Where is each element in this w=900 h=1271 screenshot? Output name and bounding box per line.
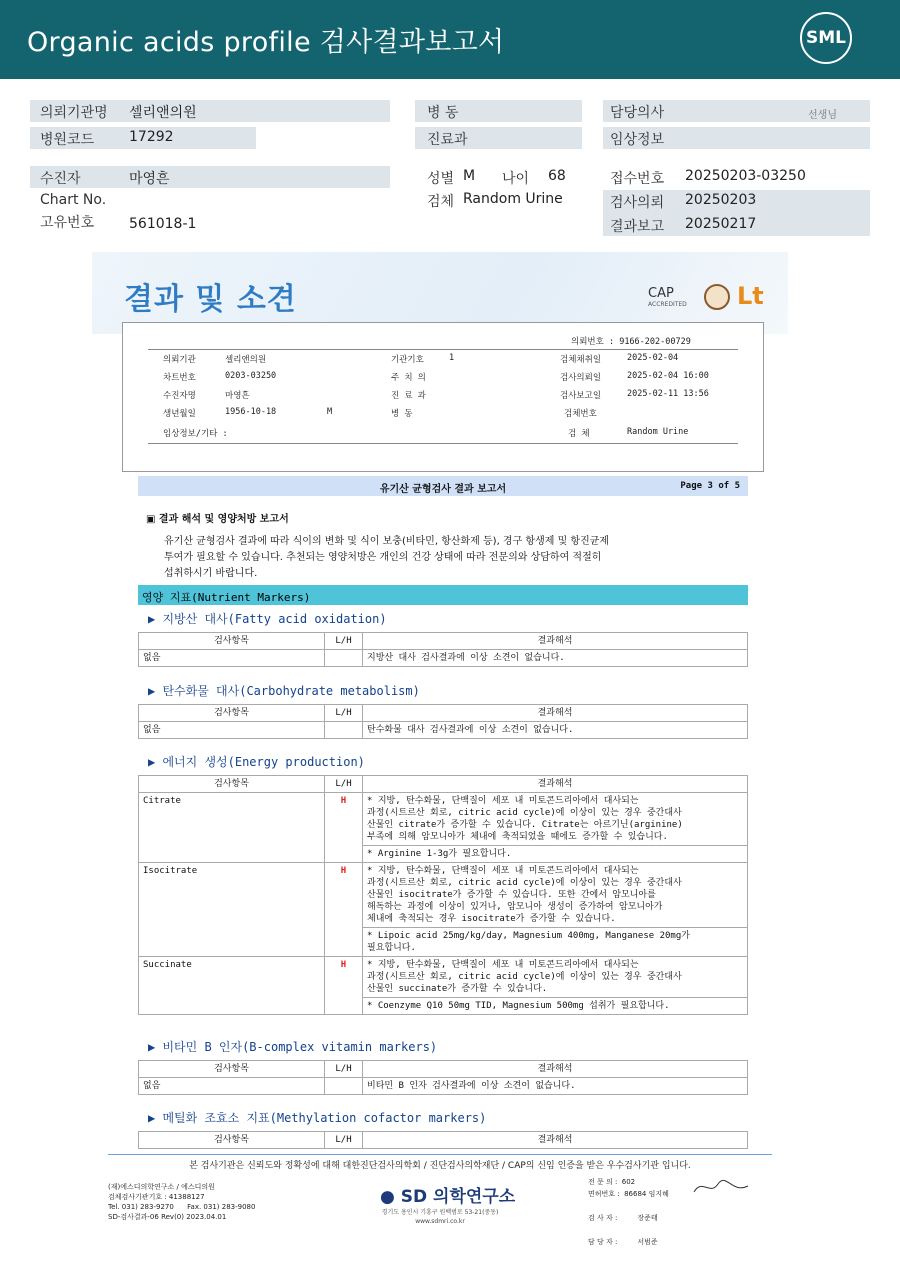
text-line: 산물인 isocitrate가 증가할 수 있습니다. 또한 간에서 암모니아를: [367, 890, 656, 900]
page-title: Organic acids profile 검사결과보고서: [27, 27, 505, 58]
table-row: [139, 722, 748, 739]
row-item: 없음: [139, 650, 325, 667]
vitb-table: [138, 1060, 748, 1095]
table-row: [139, 650, 748, 667]
interp-line-1: 유기산 균형검사 결과에 따라 식이의 변화 및 식이 보충(비타민, 항산화제 등), 경구 항생제 및 항진균제: [164, 536, 610, 547]
ib-r1c5: 2025-02-04 16:00: [627, 371, 709, 381]
patient-value: 마영흔: [129, 171, 170, 187]
text-line: * 지방, 탄수화물, 단백질이 세포 내 미토콘드리아에서 대사되는: [367, 960, 639, 970]
row-rx: * Coenzyme Q10 50mg TID, Magnesium 500mg 섭취가 필요합니다.: [363, 998, 748, 1015]
row-item: 없음: [139, 722, 325, 739]
unique-label: 고유번호: [40, 215, 95, 231]
carb-title: ▶ 탄수화물 대사(Carbohydrate metabolism): [148, 684, 420, 698]
text-line: 필요합니다.: [367, 943, 416, 953]
ib-r2c1: 마영흔: [225, 391, 250, 401]
info-divider: [148, 349, 738, 350]
table-row: [139, 863, 748, 928]
receipt-value: 20250203-03250: [685, 168, 806, 184]
brand-address: 경기도 용인시 기흥구 원백범로 53-21(중동): [381, 1209, 499, 1216]
row-item: Isocitrate: [139, 863, 325, 957]
col-item: 검사항목: [139, 1061, 325, 1078]
age-label: 나이: [502, 171, 530, 187]
sex-value: M: [463, 168, 476, 184]
vitb-title: ▶ 비타민 B 인자(B-complex vitamin markers): [148, 1040, 438, 1054]
cap-logo: [648, 286, 687, 308]
row-flag: H: [325, 957, 363, 1015]
footer-signatures: 전 문 의 : 602 면허번호 : 86684 임지혜 검 사 자 : 장준태 담 당 자 : 서범준: [588, 1178, 669, 1246]
patient-label: 수진자: [40, 171, 81, 187]
table-header-row: [139, 633, 748, 650]
hospital-code-label: 병원코드: [40, 132, 95, 148]
carb-table: [138, 704, 748, 739]
fatty-table: [138, 632, 748, 667]
dept-label: 진료과: [427, 132, 468, 148]
ib-r3-sex: M: [327, 407, 333, 417]
ib-r3c4: 검체번호: [564, 409, 597, 419]
row-text: [363, 957, 748, 998]
clinical-label: 임상정보: [610, 132, 665, 148]
table-header-row: [139, 776, 748, 793]
ib-r2c5: 2025-02-11 13:56: [627, 389, 709, 399]
ib-r2c0: 수진자명: [163, 391, 196, 401]
col-item: 검사항목: [139, 633, 325, 650]
table-header-row: [139, 1061, 748, 1078]
sd-brand-sub: [350, 1208, 530, 1226]
chart-label: Chart No.: [40, 192, 107, 208]
text-line: 과정(시트르산 회로, citric acid cycle)에 이상이 있는 경우 중간대사: [367, 972, 682, 982]
ward-label: 병 동: [427, 105, 459, 121]
row-lh: [325, 650, 363, 667]
row-text: 탄수화물 대사 검사결과에 이상 소견이 없습니다.: [363, 722, 748, 739]
request-value: 20250203: [685, 192, 757, 208]
row-rx: [363, 928, 748, 957]
col-lh: L/H: [325, 633, 363, 650]
interp-line-3: 섭취하시기 바랍니다.: [164, 568, 258, 579]
cap-sub: ACCREDITED: [648, 301, 687, 308]
interp-heading: ▣ 결과 해석 및 영양처방 보고서: [146, 514, 289, 525]
ib-r0c4: 검체채취일: [560, 355, 602, 365]
footer-line: [108, 1154, 772, 1155]
table-row: [139, 957, 748, 998]
row-text: [363, 863, 748, 928]
patient-row: [30, 166, 390, 188]
ib-r0c3: 1: [449, 353, 455, 363]
seal-icon: [704, 284, 730, 310]
text-line: * 지방, 탄수화물, 단백질이 세포 내 미토콘드리아에서 대사되는: [367, 866, 639, 876]
interp-line-2: 투여가 필요할 수 있습니다. 추천되는 영양처방은 개인의 건강 상태에 따라 전문의와 상담하여 적절히: [164, 552, 602, 563]
row-lh: [325, 722, 363, 739]
col-item: 검사항목: [139, 705, 325, 722]
text-line: 체내에 축적되는 경우 isocitrate가 증가할 수 있습니다.: [367, 914, 616, 924]
col-item: 검사항목: [139, 1132, 325, 1149]
text-line: 산물인 succinate가 증가할 수 있습니다.: [367, 984, 548, 994]
report-label: 결과보고: [610, 219, 665, 235]
col-interp: 결과해석: [363, 1132, 748, 1149]
col-interp: 결과해석: [363, 1061, 748, 1078]
text-line: 과정(시트르산 회로, citric acid cycle)에 이상이 있는 경우 중간대사: [367, 878, 682, 888]
sml-logo: [800, 12, 852, 64]
section-title-bar: [138, 476, 748, 496]
energy-title: ▶ 에너지 생성(Energy production): [148, 755, 365, 769]
specimen-label: 검체: [427, 194, 455, 210]
col-lh: L/H: [325, 776, 363, 793]
methyl-table: [138, 1131, 748, 1149]
age-value: 68: [548, 168, 566, 184]
ib-r0c5: 2025-02-04: [627, 353, 679, 363]
ib-r4c0: 임상정보/기타 :: [163, 429, 228, 439]
unique-value: 561018-1: [129, 216, 197, 232]
sd-brand-logo: ● SD 의학연구소: [380, 1187, 516, 1207]
signature-icon: [692, 1176, 752, 1198]
ib-r1c1: 0203-03250: [225, 371, 277, 381]
nutrient-bar-label: 영양 지표(Nutrient Markers): [142, 591, 311, 604]
request-label: 검사의뢰: [610, 195, 665, 211]
col-lh: L/H: [325, 1061, 363, 1078]
methyl-title: ▶ 메틸화 조효소 지표(Methylation cofactor markers): [148, 1111, 487, 1125]
institution-value: 셀리앤의원: [129, 105, 197, 121]
ib-r1c0: 차트번호: [163, 373, 196, 383]
col-interp: 결과해석: [363, 633, 748, 650]
table-header-row: [139, 705, 748, 722]
logo-text: SML: [806, 28, 846, 48]
ib-r1c4: 검사의뢰일: [560, 373, 602, 383]
report-info-box: [122, 322, 764, 472]
receipt-label: 접수번호: [610, 171, 665, 187]
ib-r3c1: 1956-10-18: [225, 407, 277, 417]
row-flag: H: [325, 863, 363, 957]
nutrient-bar: [138, 585, 748, 605]
doctor-suffix: 선생님: [808, 110, 837, 121]
row-item: Citrate: [139, 793, 325, 863]
report-panel: [92, 252, 788, 1252]
ib-r0c0: 의뢰기관: [163, 355, 196, 365]
col-lh: L/H: [325, 1132, 363, 1149]
info-divider-bottom: [148, 443, 738, 444]
report-title: 결과 및 소견: [124, 282, 297, 317]
section-title: 유기산 균형검사 결과 보고서: [379, 484, 507, 495]
text-line: 산물인 citrate가 증가할 수 있습니다. Citrate는 아르기닌(arginine): [367, 820, 683, 830]
row-flag: H: [325, 793, 363, 863]
page-indicator: Page 3 of 5: [680, 481, 740, 491]
ib-r0c2: 기관기호: [391, 355, 424, 365]
hospital-code-value: 17292: [129, 129, 174, 145]
col-interp: 결과해석: [363, 776, 748, 793]
institution-label: 의뢰기관명: [40, 105, 108, 121]
doctor-label: 담당의사: [610, 105, 665, 121]
row-lh: [325, 1078, 363, 1095]
ib-r1c2: 주 치 의: [391, 373, 426, 383]
cap-text: CAP: [648, 286, 674, 301]
ib-r3c2: 병 동: [391, 409, 413, 419]
col-interp: 결과해석: [363, 705, 748, 722]
sex-label: 성별: [427, 171, 455, 187]
ib-r2c4: 검사보고일: [560, 391, 602, 401]
row-text: [363, 793, 748, 846]
row-text: 지방산 대사 검사결과에 이상 소견이 없습니다.: [363, 650, 748, 667]
ib-r0c1: 셀리앤의원: [225, 355, 267, 365]
footer-lab-info: (재)에스디의학연구소 / 에스디의원 검체검사기관기호 : 41388127 Tel. 031) 283-9270 Fax. 031) 283-9080 SD-검사결과-06 Rev(0) 2023.04.01: [108, 1183, 256, 1221]
ib-r4c5: Random Urine: [627, 427, 689, 437]
fatty-title: ▶ 지방산 대사(Fatty acid oxidation): [148, 612, 387, 626]
text-line: 부족에 의해 암모니아가 체내에 축적되었을 때에도 증가할 수 있습니다.: [367, 832, 668, 842]
ib-r3c0: 생년월일: [163, 409, 196, 419]
lt-logo-icon: Lt: [737, 282, 764, 310]
col-lh: L/H: [325, 705, 363, 722]
brand-url: www.sdmri.co.kr: [415, 1218, 465, 1225]
row-rx: * Arginine 1-3g가 필요합니다.: [363, 846, 748, 863]
header-bar: [0, 0, 900, 79]
table-row: [139, 793, 748, 846]
ib-r2c2: 진 료 과: [391, 391, 426, 401]
text-line: 과정(시트르산 회로, citric acid cycle)에 이상이 있는 경우 중간대사: [367, 808, 682, 818]
table-header-row: [139, 1132, 748, 1149]
text-line: * 지방, 탄수화물, 단백질이 세포 내 미토콘드리아에서 대사되는: [367, 796, 639, 806]
row-item: Succinate: [139, 957, 325, 1015]
table-row: [139, 1078, 748, 1095]
footer-note: 본 검사기관은 신뢰도와 정확성에 대해 대한진단검사의학회 / 진단검사의학재단 / CAP의 신임 인증을 받은 우수검사기관 입니다.: [189, 1161, 691, 1171]
col-item: 검사항목: [139, 776, 325, 793]
specimen-value: Random Urine: [463, 191, 563, 207]
request-number: 의뢰번호 : 9166-202-00729: [571, 337, 691, 347]
row-text: 비타민 B 인자 검사결과에 이상 소견이 없습니다.: [363, 1078, 748, 1095]
report-value: 20250217: [685, 216, 757, 232]
text-line: * Lipoic acid 25mg/kg/day, Magnesium 400mg, Manganese 20mg가: [367, 931, 690, 941]
row-item: 없음: [139, 1078, 325, 1095]
text-line: 해독하는 과정에 이상이 있거나, 암모니아 생성이 증가하여 암모니아가: [367, 902, 663, 912]
energy-table: [138, 775, 748, 1015]
ib-r4c4: 검 체: [568, 429, 590, 439]
